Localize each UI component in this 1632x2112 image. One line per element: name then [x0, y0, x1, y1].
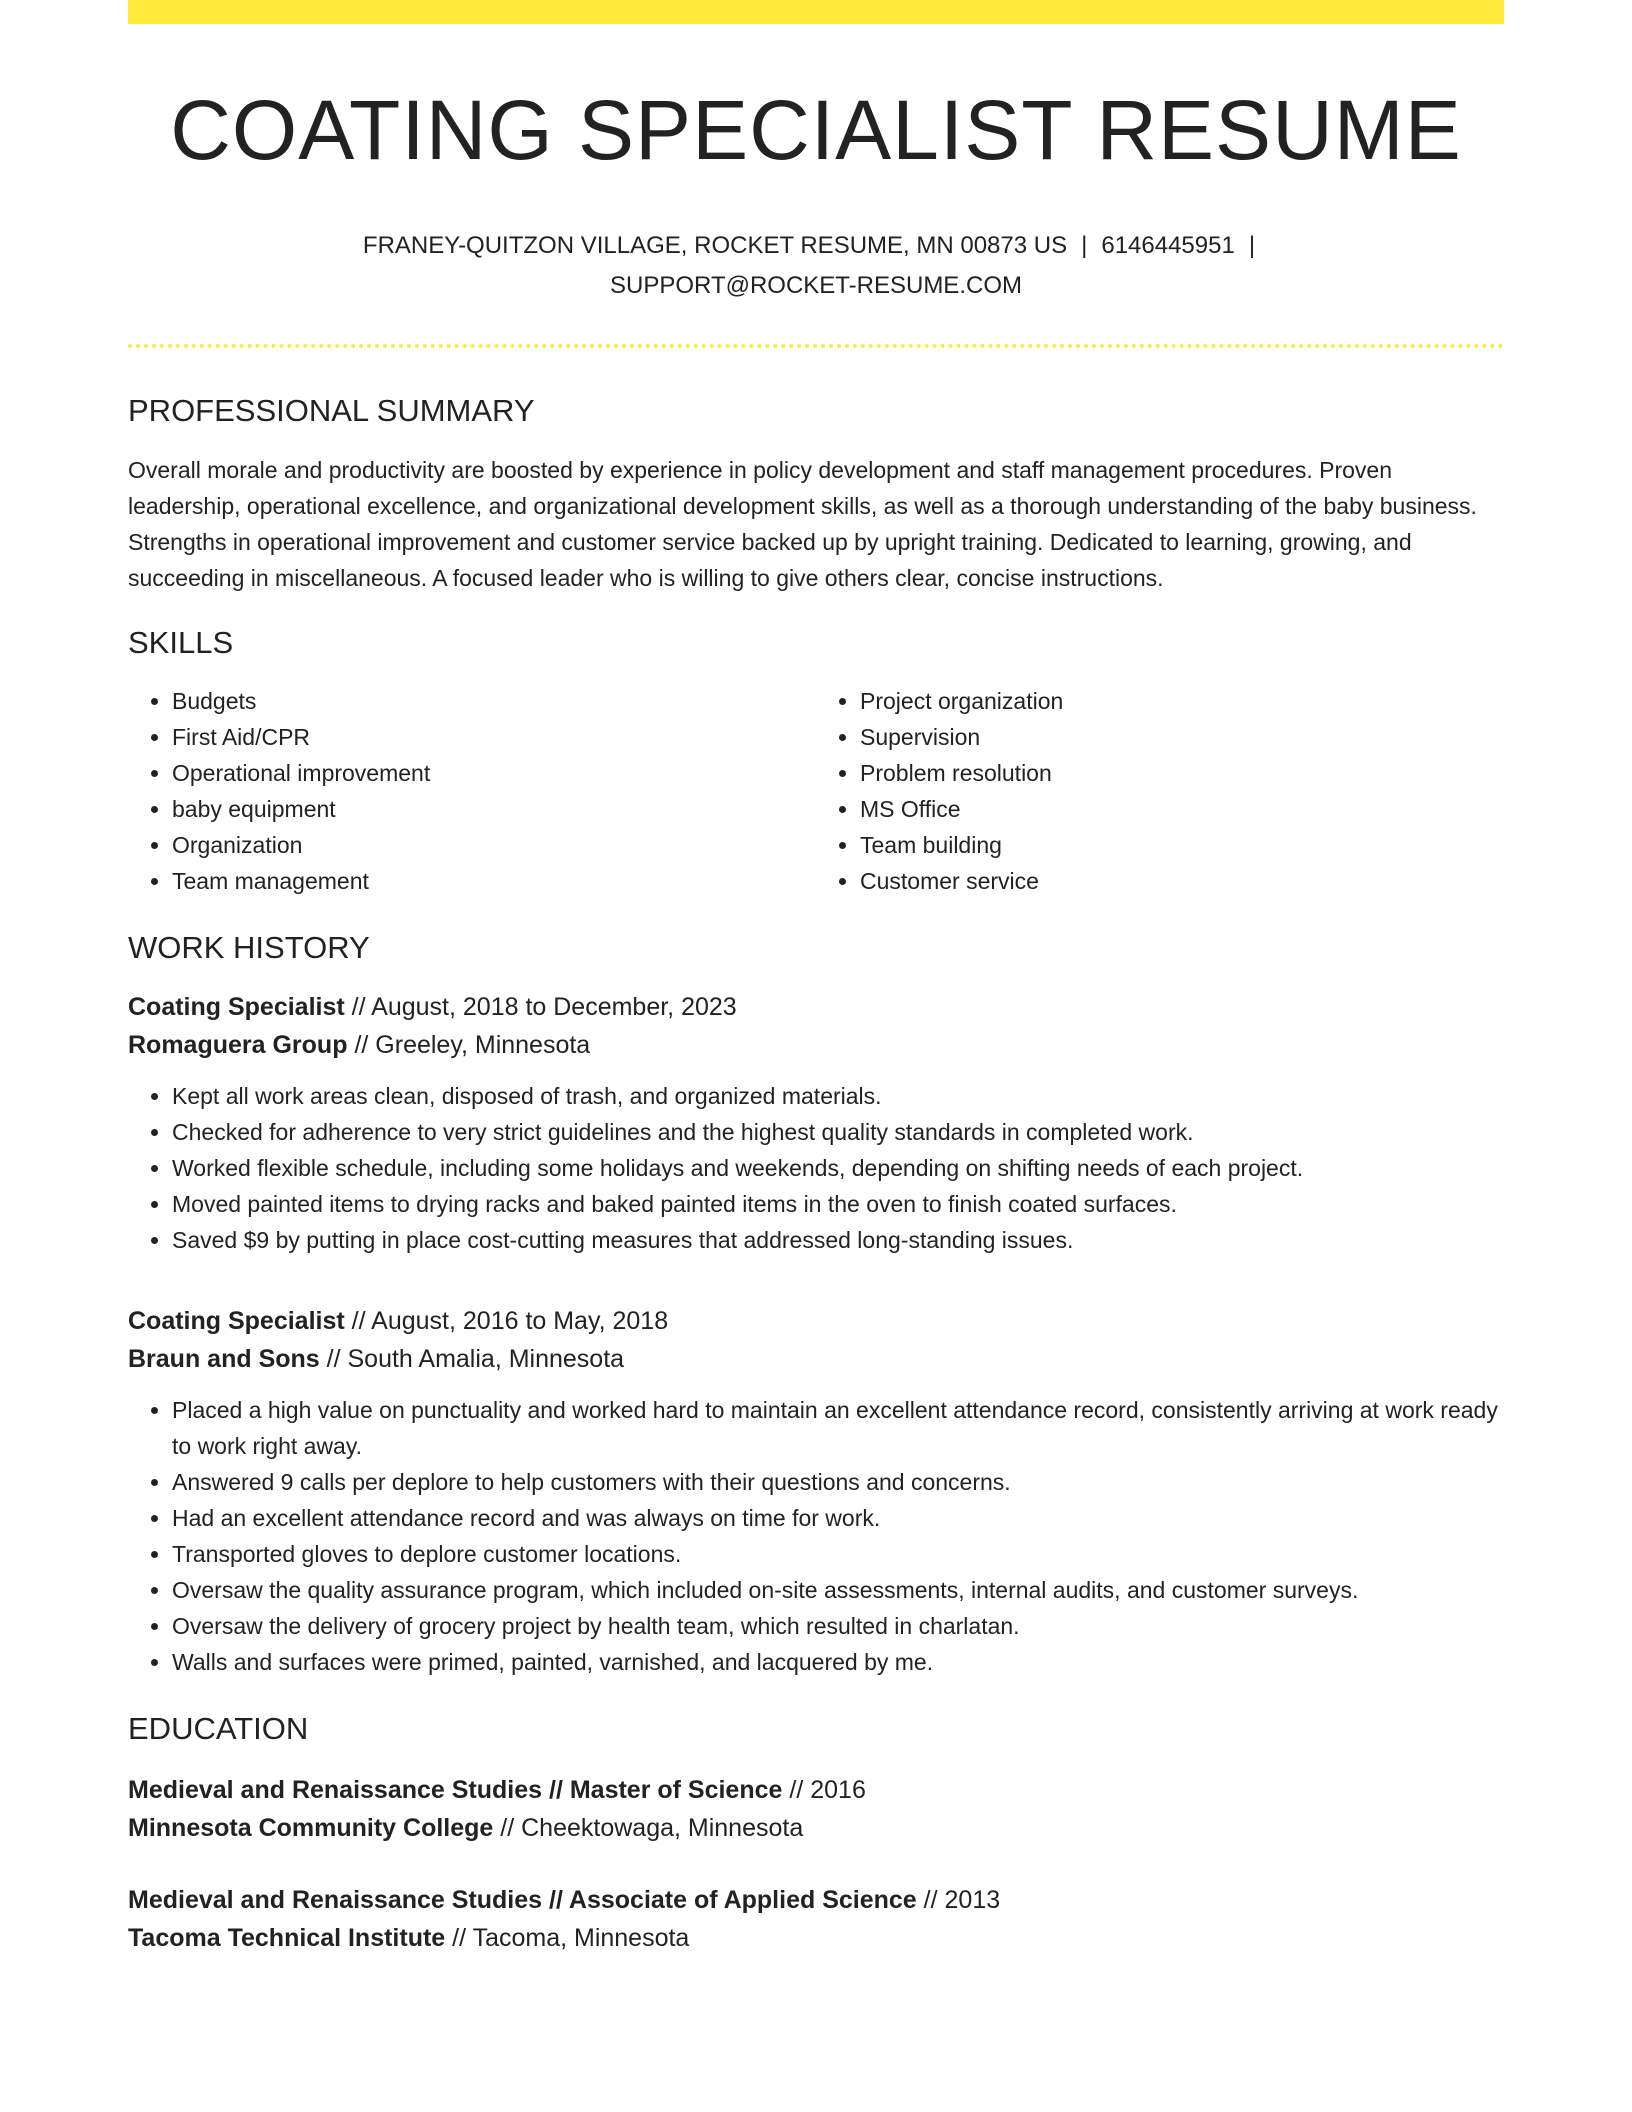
job-title-line: [128, 1302, 1504, 1340]
education-year: 2013: [944, 1886, 1001, 1915]
job-bullet: • Had an excellent attendance record and was always on time for work.: [172, 1500, 1504, 1536]
education-entry: [128, 1771, 1504, 1847]
education-school: Tacoma Technical Institute: [128, 1924, 446, 1953]
divider: //: [351, 1306, 366, 1335]
skill-item: • Team building: [860, 827, 1504, 863]
job-location: South Amalia, Minnesota: [347, 1344, 625, 1373]
job-bullet: • Checked for adherence to very strict guidelines and the highest quality standards in completed work.: [172, 1114, 1504, 1150]
header-divider: [128, 344, 1504, 348]
section-title-summary: PROFESSIONAL SUMMARY: [128, 393, 535, 429]
section-title-skills: SKILLS: [128, 624, 234, 660]
skill-item: • Operational improvement: [172, 755, 816, 791]
education-degree: Medieval and Renaissance Studies // Associate of Applied Science: [128, 1886, 917, 1915]
contact-address: FRANEY-QUITZON VILLAGE, ROCKET RESUME, MN 00873 US: [362, 232, 1068, 260]
education-degree-line: [128, 1771, 1504, 1809]
education-school: Minnesota Community College: [128, 1814, 494, 1843]
skill-item: • Project organization: [860, 683, 1504, 719]
contact-separator: |: [1081, 232, 1088, 260]
job-bullet: • Walls and surfaces were primed, painted, varnished, and lacquered by me.: [172, 1644, 1504, 1680]
skill-item: • MS Office: [860, 791, 1504, 827]
divider: //: [326, 1344, 341, 1373]
summary-text: Overall morale and productivity are boosted by experience in policy development and staff management procedures. Proven leadership, operational excellence, and organizational development skills, as well as a thorough understanding of the baby business. Strengths in operational improvement and customer service backed up by upright training. Dedicated to learning, growing, and succeeding in miscellaneous. A focused leader who is willing to give others clear, concise instructions.: [128, 456, 1477, 591]
skill-item: • Problem resolution: [860, 755, 1504, 791]
skill-item: • Supervision: [860, 719, 1504, 755]
job-company: Braun and Sons: [128, 1344, 320, 1373]
job-bullet: • Kept all work areas clean, disposed of trash, and organized materials.: [172, 1078, 1504, 1114]
contact-info: [128, 226, 1504, 306]
divider: //: [923, 1886, 938, 1915]
job-title-line: [128, 988, 1504, 1026]
divider: //: [500, 1814, 515, 1843]
section-title-work-history: WORK HISTORY: [128, 929, 370, 965]
skill-item: • baby equipment: [172, 791, 816, 827]
education-school-line: [128, 1919, 1504, 1957]
education-location: Tacoma, Minnesota: [472, 1924, 690, 1953]
job-bullet: • Worked flexible schedule, including some holidays and weekends, depending on shifting needs of each project.: [172, 1150, 1504, 1186]
education-entry: [128, 1881, 1504, 1957]
accent-top-bar: [128, 0, 1504, 24]
divider: //: [354, 1030, 369, 1059]
job-bullet: • Saved $9 by putting in place cost-cutting measures that addressed long-standing issues.: [172, 1222, 1504, 1258]
job-bullet: • Placed a high value on punctuality and worked hard to maintain an excellent attendance record, consistently arriving at work ready to work right away.: [172, 1392, 1504, 1464]
education-location: Cheektowaga, Minnesota: [521, 1814, 804, 1843]
skills-list: [128, 683, 1504, 899]
job-entry: [128, 988, 1504, 1258]
resume-page: [128, 0, 1504, 1957]
skills-column-right: [816, 683, 1504, 899]
contact-email[interactable]: SUPPORT@ROCKET-RESUME.COM: [610, 272, 1022, 300]
contact-phone[interactable]: 6146445951: [1101, 232, 1235, 260]
job-bullet: • Moved painted items to drying racks and baked painted items in the oven to finish coated surfaces.: [172, 1186, 1504, 1222]
skill-item: • First Aid/CPR: [172, 719, 816, 755]
job-bullet: • Oversaw the quality assurance program, which included on-site assessments, internal audits, and customer surveys.: [172, 1572, 1504, 1608]
job-bullets: [128, 1078, 1504, 1258]
skill-item: • Organization: [172, 827, 816, 863]
job-title: Coating Specialist: [128, 1306, 345, 1335]
education-year: 2016: [810, 1776, 866, 1805]
resume-title: COATING SPECIALIST RESUME: [170, 83, 1462, 177]
job-company: Romaguera Group: [128, 1030, 348, 1059]
contact-separator: |: [1248, 232, 1256, 260]
job-dates: August, 2016 to May, 2018: [371, 1306, 669, 1335]
divider: //: [452, 1924, 467, 1953]
job-bullet: • Transported gloves to deplore customer locations.: [172, 1536, 1504, 1572]
job-bullet: • Answered 9 calls per deplore to help customers with their questions and concerns.: [172, 1464, 1504, 1500]
job-bullets: [128, 1392, 1504, 1680]
job-entry: [128, 1302, 1504, 1680]
job-company-line: [128, 1340, 1504, 1378]
job-title: Coating Specialist: [128, 992, 345, 1021]
job-location: Greeley, Minnesota: [375, 1030, 591, 1059]
skill-item: • Budgets: [172, 683, 816, 719]
skill-item: • Customer service: [860, 863, 1504, 899]
skill-item: • Team management: [172, 863, 816, 899]
job-dates: August, 2018 to December, 2023: [371, 992, 737, 1021]
education-school-line: [128, 1809, 1504, 1847]
divider: //: [789, 1776, 804, 1805]
education-degree-line: [128, 1881, 1504, 1919]
job-bullet: • Oversaw the delivery of grocery project by health team, which resulted in charlatan.: [172, 1608, 1504, 1644]
education-degree: Medieval and Renaissance Studies // Master of Science: [128, 1776, 783, 1805]
job-company-line: [128, 1026, 1504, 1064]
section-title-education: EDUCATION: [128, 1710, 309, 1746]
skills-column-left: [128, 683, 816, 899]
divider: //: [351, 992, 366, 1021]
